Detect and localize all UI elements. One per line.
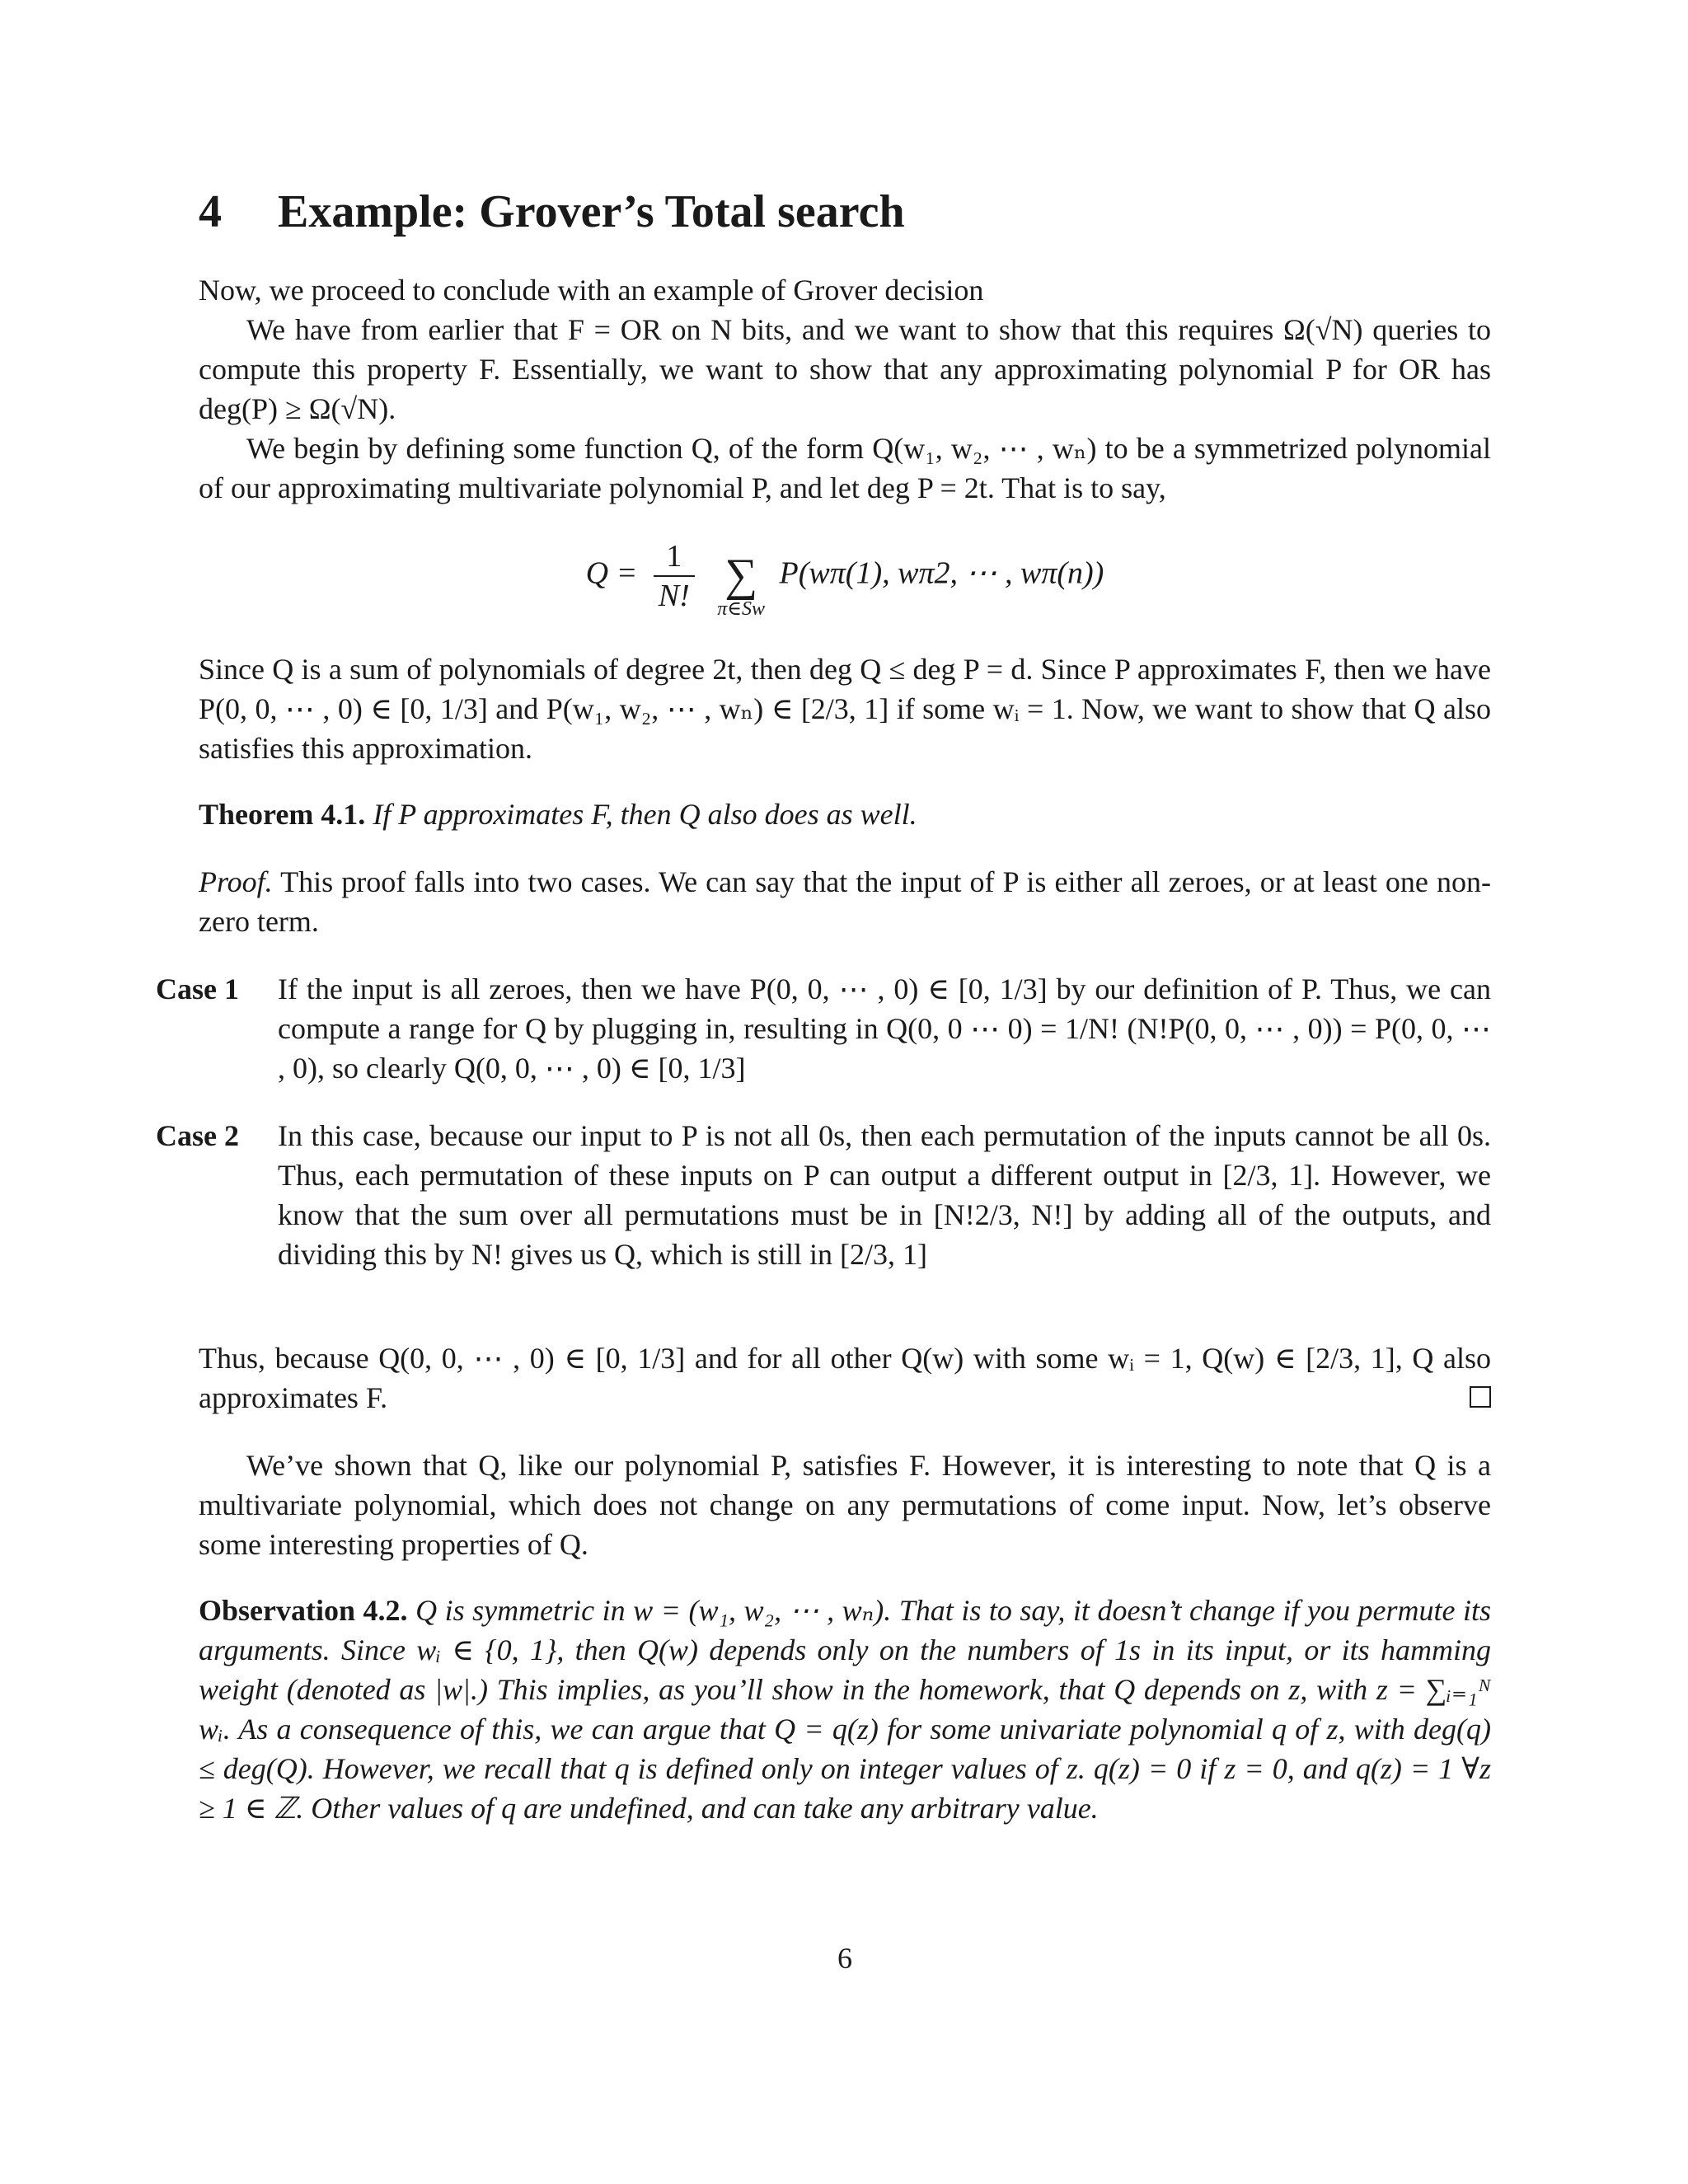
page-number: 6 [837, 1942, 852, 1975]
equation-lhs: Q = [585, 555, 638, 591]
intro-block [199, 270, 1491, 508]
observation-heading: Observation 4.2. [199, 1594, 408, 1627]
post-equation-paragraph: Since Q is a sum of polynomials of degree 2t, then deg Q ≤ deg P = d. Since P approximates F, then we have P(0, 0, ⋯ , 0) ∈ [0, 1/3] and P(w₁, w₂, ⋯ , wₙ) ∈ [2/3, 1] if some wᵢ = 1. Now, we want to show that Q also satisfies this approximation. [199, 653, 1491, 765]
theorem-statement: If P approximates F, then Q also does as well. [373, 798, 917, 831]
proof-heading: Proof. [199, 865, 273, 898]
intro-paragraph-1: Now, we proceed to conclude with an example of Grover decision [199, 274, 984, 307]
equation-rhs: P(wπ(1), wπ2, ⋯ , wπ(n)) [779, 555, 1104, 591]
case-1 [156, 969, 1491, 1088]
section-heading [199, 183, 905, 241]
summation-operator [717, 552, 765, 620]
equation-fraction [654, 537, 695, 615]
case-2-body: In this case, because our input to P is not all 0s, then each permutation of the inputs cannot be all 0s. Thus, each permutation of these inputs on P can output a different output in [2/3, 1]. However, we know that the sum over all permutations must be in [N!2/3, N!] by adding all of the outputs, and dividing this by N! gives us Q, which is still in [2/3, 1] [278, 1119, 1491, 1271]
paper-page [156, 0, 1491, 2184]
intro-paragraph-2: We have from earlier that F = OR on N bits, and we want to show that this requires Ω(√N) queries to compute this property F. Essentially, we want to show that any approximating polynomial P for OR has deg(P) ≥ Ω(√N). [199, 313, 1491, 425]
post-equation-block [199, 649, 1491, 768]
case-1-label: Case 1 [156, 972, 239, 1005]
proof-intro: This proof falls into two cases. We can say that the input of P is either all zeroes, or at least one non-zero term. [199, 865, 1491, 938]
qed-box-icon [1470, 1386, 1491, 1408]
equation-frac-numerator: 1 [654, 537, 695, 577]
summation-subscript: π∈Sw [717, 598, 766, 620]
theorem-heading: Theorem 4.1. [199, 798, 366, 831]
symmetrization-equation [199, 537, 1491, 620]
proof-block [199, 862, 1491, 941]
observation-block [199, 1591, 1491, 1828]
section-title: Example: Grover’s Total search [278, 186, 905, 237]
proof-conclusion-block [199, 1338, 1491, 1418]
remark-block [199, 1446, 1491, 1564]
case-2 [156, 1116, 1491, 1274]
theorem-block [199, 794, 1491, 834]
equation-frac-denominator: N! [658, 579, 690, 613]
intro-paragraph-3: We begin by defining some function Q, of the form Q(w₁, w₂, ⋯ , wₙ) to be a symmetrized polynomial of our approximating multivariate polynomial P, and let deg P = 2t. That is to say, [199, 432, 1491, 504]
case-2-label: Case 2 [156, 1119, 239, 1152]
case-1-body: If the input is all zeroes, then we have P(0, 0, ⋯ , 0) ∈ [0, 1/3] by our definition of P. Thus, we can compute a range for Q by plugging in, resulting in Q(0, 0 ⋯ 0) = 1/N! (N!P(0, 0, ⋯ , 0)) = P(0, 0, ⋯ , 0), so clearly Q(0, 0, ⋯ , 0) ∈ [0, 1/3] [278, 972, 1491, 1085]
observation-statement: Q is symmetric in w = (w₁, w₂, ⋯ , wₙ). That is to say, it doesn’t change if you permute its arguments. Since wᵢ ∈ {0, 1}, then Q(w) depends only on the numbers of 1s in its input, or its hamming weight (denoted as |w|.) This implies, as you’ll show in the homework, that Q depends on z, with z = ∑ᵢ₌₁ᴺ wᵢ. As a consequence of this, we can argue that Q = q(z) for some univariate polynomial q of z, with deg(q) ≤ deg(Q). However, we recall that q is defined only on integer values of z. q(z) = 0 if z = 0, and q(z) = 1 ∀z ≥ 1 ∈ ℤ. Other values of q are undefined, and can take any arbitrary value. [199, 1594, 1491, 1825]
remark-paragraph: We’ve shown that Q, like our polynomial P, satisfies F. However, it is interesting to note that Q is a multivariate polynomial, which does not change on any permutations of come input. Now, let’s observe some interesting properties of Q. [199, 1449, 1491, 1561]
section-number: 4 [199, 186, 222, 237]
proof-conclusion: Thus, because Q(0, 0, ⋯ , 0) ∈ [0, 1/3] and for all other Q(w) with some wᵢ = 1, Q(w) ∈ [2/3, 1], Q also approximates F. [199, 1342, 1491, 1414]
summation-symbol: ∑ [724, 550, 758, 601]
